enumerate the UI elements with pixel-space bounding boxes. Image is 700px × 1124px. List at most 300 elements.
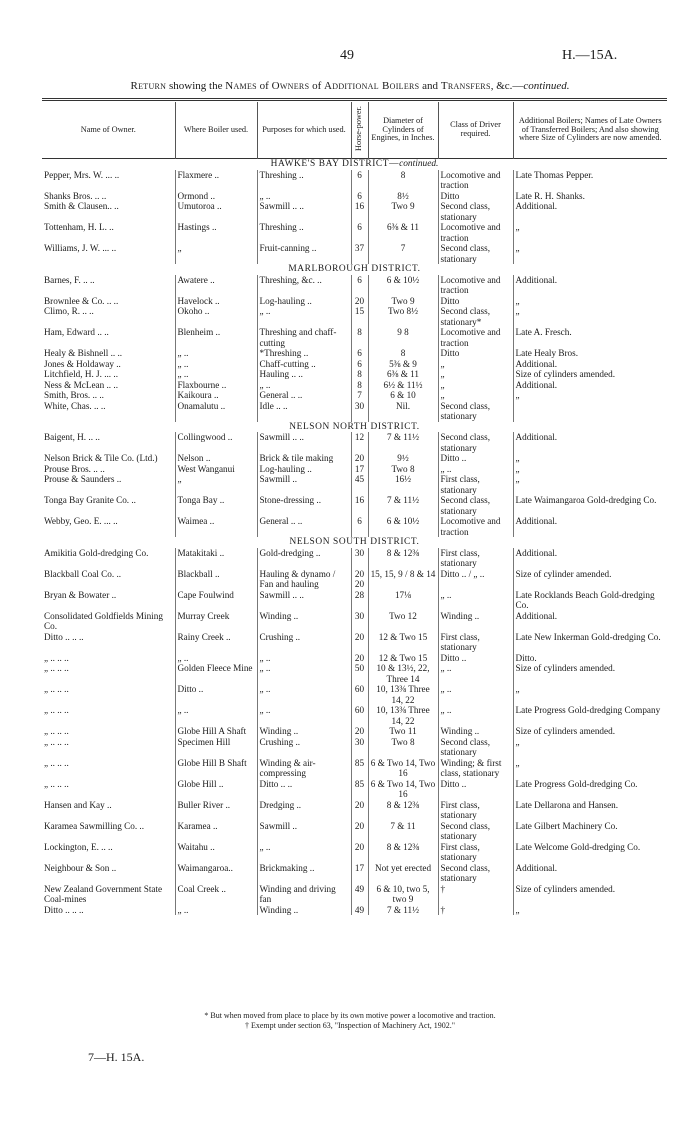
cell-driver: Ditto .. — [438, 779, 513, 800]
cell-where: West Wanganui — [175, 464, 257, 475]
cell-cyl: 16½ — [368, 474, 438, 495]
cell-owner: Baigent, H. .. .. — [44, 432, 100, 442]
cell-driver: First class, stationary — [438, 474, 513, 495]
cell-purpose: Sawmill .. — [257, 474, 351, 495]
cell-owner: Webby, Geo. E. ... .. — [44, 516, 118, 526]
cell-driver: „ — [438, 390, 513, 401]
cell-note: Size of cylinders amended. — [513, 663, 667, 684]
table-row — [42, 201, 667, 222]
cell-purpose: Threshing and chaff-cutting — [257, 327, 351, 348]
cell-where: Buller River .. — [175, 800, 257, 821]
table-row — [42, 758, 667, 779]
cell-purpose: Winding .. — [257, 726, 351, 737]
cell-note: Size of cylinders amended. — [513, 726, 667, 737]
cell-driver: Locomotive and traction — [438, 275, 513, 296]
cell-driver: „ — [438, 369, 513, 380]
table-row — [42, 348, 667, 359]
table-row — [42, 401, 667, 422]
table-row — [42, 191, 667, 202]
cell-note: „ — [513, 464, 667, 475]
cell-cyl: 6 & 10, two 5, two 9 — [368, 884, 438, 905]
table-row — [42, 516, 667, 537]
cell-where: „ .. — [175, 705, 257, 726]
table-row — [42, 548, 667, 569]
cell-purpose: Hauling & dynamo / Fan and hauling — [257, 569, 351, 590]
cell-purpose: Threshing .. — [257, 170, 351, 191]
cell-driver: First class, stationary — [438, 800, 513, 821]
cell-hp: 30 — [351, 611, 368, 632]
cell-purpose: Sawmill .. .. — [257, 201, 351, 222]
cell-hp: 20 — [351, 632, 368, 653]
cell-where: Havelock .. — [175, 296, 257, 307]
cell-cyl: 7 & 11½ — [368, 905, 438, 916]
cell-cyl: 7 — [368, 243, 438, 264]
cell-note: Late Gilbert Machinery Co. — [513, 821, 667, 842]
cell-owner: Tonga Bay Granite Co. .. — [44, 495, 136, 505]
col-header-purposes: Purposes for which used. — [257, 102, 351, 159]
table-row — [42, 779, 667, 800]
cell-driver: First class, stationary — [438, 842, 513, 863]
cell-driver: Ditto .. — [438, 453, 513, 464]
table-row — [42, 737, 667, 758]
cell-owner: Nelson Brick & Tile Co. (Ltd.) — [44, 453, 158, 463]
cell-where: Nelson .. — [175, 453, 257, 464]
cell-driver: Winding; & first class, stationary — [438, 758, 513, 779]
cell-hp: 8 — [351, 380, 368, 391]
cell-note: „ — [513, 243, 667, 264]
col-header-diameter: Diameter of Cylinders of Engines, in Inches. — [368, 102, 438, 159]
cell-cyl: 7 & 11½ — [368, 432, 438, 453]
cell-note: Additional. — [513, 548, 667, 569]
cell-owner: Barnes, F. .. .. — [44, 274, 95, 285]
cell-owner: „ .. .. .. — [44, 778, 69, 789]
cell-note: Size of cylinders amended. — [513, 369, 667, 380]
cell-where: Waitahu .. — [175, 842, 257, 863]
cell-cyl: 6 & 10 — [368, 390, 438, 401]
table-row — [42, 905, 667, 916]
col-header-hp: Horse-power. — [351, 102, 368, 159]
cell-driver: „ .. — [438, 590, 513, 611]
cell-hp: 30 — [351, 401, 368, 422]
cell-purpose: „ .. — [257, 191, 351, 202]
cell-cyl: Not yet erected — [368, 863, 438, 884]
cell-hp: 30 — [351, 737, 368, 758]
cell-hp: 6 — [351, 191, 368, 202]
table-row — [42, 663, 667, 684]
cell-owner: „ .. .. .. — [44, 705, 69, 715]
cell-cyl: 8½ — [368, 191, 438, 202]
cell-purpose: Idle .. .. — [257, 401, 351, 422]
col-header-owner: Name of Owner. — [80, 124, 136, 134]
cell-driver: „ .. — [438, 663, 513, 684]
cell-hp: 6 — [351, 516, 368, 537]
table-row — [42, 884, 667, 905]
cell-purpose: Dredging .. — [257, 800, 351, 821]
cell-hp: 17 — [351, 863, 368, 884]
cell-driver: † — [438, 884, 513, 905]
district-heading — [42, 264, 667, 275]
cell-where: Coal Creek .. — [175, 884, 257, 905]
cell-purpose: Brickmaking .. — [257, 863, 351, 884]
cell-cyl: 15, 15, 9 / 8 & 14 — [368, 569, 438, 590]
cell-driver: „ — [438, 359, 513, 370]
cell-purpose: „ .. — [257, 380, 351, 391]
cell-note: Ditto. — [513, 653, 667, 664]
report-reference: H.—15A. — [562, 48, 618, 63]
cell-owner: Litchfield, H. J. ... .. — [44, 369, 118, 379]
cell-where: Matakitaki .. — [175, 548, 257, 569]
cell-where: Hastings .. — [175, 222, 257, 243]
cell-note: „ — [513, 684, 667, 705]
cell-hp: 45 — [351, 474, 368, 495]
cell-driver: „ .. — [438, 464, 513, 475]
cell-where: „ .. — [175, 369, 257, 380]
cell-cyl: 7 & 11 — [368, 821, 438, 842]
cell-cyl: 12 & Two 15 — [368, 632, 438, 653]
cell-note: Additional. — [513, 516, 667, 537]
table-row — [42, 464, 667, 475]
cell-driver: Second class, stationary — [438, 243, 513, 264]
cell-driver: Second class, stationary — [438, 737, 513, 758]
cell-owner: Williams, J. W. ... .. — [44, 243, 117, 253]
table-body — [42, 159, 667, 916]
cell-note — [513, 401, 667, 422]
cell-owner: Brownlee & Co. .. .. — [44, 295, 119, 306]
cell-cyl: 5⅜ & 9 — [368, 359, 438, 370]
cell-where: Globe Hill B Shaft — [175, 758, 257, 779]
page-number: 49 — [340, 48, 354, 63]
cell-driver: Second class, stationary* — [438, 306, 513, 327]
cell-hp: 8 — [351, 369, 368, 380]
cell-hp: 20 — [351, 726, 368, 737]
cell-driver: „ — [438, 380, 513, 391]
cell-owner: Ditto .. .. .. — [44, 904, 84, 915]
cell-note: „ — [513, 737, 667, 758]
cell-where: Globe Hill A Shaft — [175, 726, 257, 737]
cell-owner: „ .. .. .. — [44, 736, 69, 747]
cell-purpose: „ .. — [257, 653, 351, 664]
cell-cyl: 9½ — [368, 453, 438, 464]
cell-cyl: 6½ & 11½ — [368, 380, 438, 391]
cell-hp: 6 — [351, 359, 368, 370]
cell-owner: Smith, Bros. .. .. — [44, 390, 104, 400]
table-row — [42, 726, 667, 737]
cell-note: Size of cylinder amended. — [513, 569, 667, 590]
cell-note: „ — [513, 296, 667, 307]
table-row — [42, 453, 667, 464]
cell-cyl: 8 — [368, 348, 438, 359]
cell-note: Additional. — [513, 863, 667, 884]
cell-where: „ — [175, 243, 257, 264]
cell-owner: „ .. .. .. — [44, 684, 69, 694]
district-name: NELSON NORTH DISTRICT. — [289, 421, 420, 432]
cell-owner: Lockington, E. .. .. — [44, 841, 113, 852]
cell-where: Waimangaroa.. — [175, 863, 257, 884]
cell-cyl: Two 9 — [368, 296, 438, 307]
cell-owner: Blackball Coal Co. .. — [44, 568, 122, 579]
cell-where: Okoho .. — [175, 306, 257, 327]
cell-hp: 20 — [351, 800, 368, 821]
cell-cyl: 6⅜ & 11 — [368, 222, 438, 243]
cell-cyl: 8 & 12⅜ — [368, 842, 438, 863]
table-row — [42, 863, 667, 884]
table-row — [42, 705, 667, 726]
cell-cyl: 9 8 — [368, 327, 438, 348]
cell-driver: „ .. — [438, 705, 513, 726]
table-row — [42, 275, 667, 296]
table-row — [42, 495, 667, 516]
cell-owner: „ .. .. .. — [44, 663, 69, 673]
cell-where: „ .. — [175, 905, 257, 916]
boiler-returns-table — [42, 102, 667, 915]
cell-cyl: 10, 13⅜ Three 14, 22 — [368, 705, 438, 726]
table-row — [42, 684, 667, 705]
cell-note: „ — [513, 905, 667, 916]
cell-driver: Winding .. — [438, 726, 513, 737]
cell-driver: First class, stationary — [438, 632, 513, 653]
cell-owner: Climo, R. .. .. — [44, 306, 94, 316]
cell-owner: Smith & Clausen.. .. — [44, 201, 119, 211]
cell-purpose: „ .. — [257, 684, 351, 705]
cell-hp: 50 — [351, 663, 368, 684]
cell-note: Late R. H. Shanks. — [513, 191, 667, 202]
cell-note: „ — [513, 758, 667, 779]
table-row — [42, 569, 667, 590]
cell-owner: White, Chas. .. .. — [44, 400, 106, 411]
cell-note: Additional. — [513, 359, 667, 370]
footer-reference: 7—H. 15A. — [88, 1050, 145, 1064]
table-row — [42, 432, 667, 453]
cell-owner: „ .. .. .. — [44, 726, 69, 736]
cell-where: Globe Hill .. — [175, 779, 257, 800]
cell-purpose: Sawmill .. .. — [257, 432, 351, 453]
cell-purpose: Winding & air-compressing — [257, 758, 351, 779]
table-row — [42, 306, 667, 327]
cell-note: Late Thomas Pepper. — [513, 170, 667, 191]
cell-driver: Ditto .. — [438, 653, 513, 664]
cell-purpose: Sawmill .. — [257, 821, 351, 842]
cell-hp: 20 — [351, 821, 368, 842]
cell-driver: Winding .. — [438, 611, 513, 632]
cell-note: Late Progress Gold-dredging Company — [513, 705, 667, 726]
table-row — [42, 327, 667, 348]
cell-where: „ — [175, 474, 257, 495]
cell-driver: Locomotive and traction — [438, 327, 513, 348]
col-header-where: Where Boiler used. — [175, 102, 257, 159]
cell-purpose: Hauling .. .. — [257, 369, 351, 380]
cell-where: Blenheim .. — [175, 327, 257, 348]
cell-driver: Second class, stationary — [438, 201, 513, 222]
cell-cyl: 6 & Two 14, Two 16 — [368, 779, 438, 800]
cell-owner: Amikitia Gold-dredging Co. — [44, 547, 149, 558]
cell-cyl: 10 & 13½, 22, Three 14 — [368, 663, 438, 684]
cell-purpose: „ .. — [257, 306, 351, 327]
cell-owner: Consolidated Goldfields Mining Co. — [44, 610, 163, 631]
cell-note: Additional. — [513, 611, 667, 632]
cell-driver: Ditto — [438, 296, 513, 307]
table-row — [42, 800, 667, 821]
cell-owner: Ditto .. .. .. — [44, 631, 84, 642]
cell-purpose: Ditto .. .. — [257, 779, 351, 800]
cell-where: Onamalutu .. — [175, 401, 257, 422]
cell-owner: Prouse Bros. .. .. — [44, 463, 105, 474]
cell-note: Late New Inkerman Gold-dredging Co. — [513, 632, 667, 653]
cell-hp: 7 — [351, 390, 368, 401]
cell-purpose: Gold-dredging .. — [257, 548, 351, 569]
cell-driver: First class, stationary — [438, 548, 513, 569]
cell-purpose: Chaff-cutting .. — [257, 359, 351, 370]
cell-note: „ — [513, 306, 667, 327]
cell-where: Blackball .. — [175, 569, 257, 590]
cell-purpose: Winding .. — [257, 905, 351, 916]
cell-cyl: 8 & 12⅜ — [368, 800, 438, 821]
footnote-locomotive: * But when moved from place to place by its own motive power a locomotive and traction. — [204, 1011, 496, 1020]
header-top-rule — [42, 98, 667, 101]
cell-driver: Locomotive and traction — [438, 222, 513, 243]
table-row — [42, 842, 667, 863]
cell-owner: Hansen and Kay .. — [44, 799, 112, 810]
cell-where: Flaxmere .. — [175, 170, 257, 191]
cell-purpose: Winding and driving fan — [257, 884, 351, 905]
cell-owner: Ham, Edward .. .. — [44, 327, 109, 337]
cell-cyl: 10, 13⅜ Three 14, 22 — [368, 684, 438, 705]
table-row — [42, 243, 667, 264]
cell-where: „ .. — [175, 359, 257, 370]
district-name: MARLBOROUGH DISTRICT. — [288, 264, 421, 274]
cell-cyl: 6 & Two 14, Two 16 — [368, 758, 438, 779]
cell-cyl: 8 & 12⅜ — [368, 548, 438, 569]
cell-purpose: General .. .. — [257, 390, 351, 401]
cell-driver: Locomotive and traction — [438, 516, 513, 537]
cell-purpose: „ .. — [257, 663, 351, 684]
table-row — [42, 653, 667, 664]
cell-purpose: Stone-dressing .. — [257, 495, 351, 516]
cell-cyl: Nil. — [368, 401, 438, 422]
cell-hp: 16 — [351, 495, 368, 516]
table-row — [42, 380, 667, 391]
page-title: Return showing the Names of Owners of Additional Boilers and Transfers, &c.—continued. — [130, 80, 570, 92]
cell-where: Karamea .. — [175, 821, 257, 842]
cell-cyl: 6⅜ & 11 — [368, 369, 438, 380]
cell-driver: Second class, stationary — [438, 863, 513, 884]
cell-hp: 16 — [351, 201, 368, 222]
cell-hp: 30 — [351, 548, 368, 569]
cell-note: Late Welcome Gold-dredging Co. — [513, 842, 667, 863]
cell-hp: 85 — [351, 779, 368, 800]
cell-note: „ — [513, 453, 667, 464]
cell-note: Size of cylinders amended. — [513, 884, 667, 905]
cell-hp: 6 — [351, 170, 368, 191]
cell-driver: „ .. — [438, 684, 513, 705]
cell-driver: Ditto — [438, 191, 513, 202]
cell-hp: 17 — [351, 464, 368, 475]
cell-purpose: Crushing .. — [257, 737, 351, 758]
cell-purpose: *Threshing .. — [257, 348, 351, 359]
table-row — [42, 590, 667, 611]
cell-note: Additional. — [513, 201, 667, 222]
cell-owner: New Zealand Government State Coal-mines — [44, 883, 163, 904]
cell-where: Umutoroa .. — [175, 201, 257, 222]
table-row — [42, 390, 667, 401]
table-row — [42, 369, 667, 380]
cell-cyl: Two 12 — [368, 611, 438, 632]
footnotes — [0, 1011, 700, 1031]
cell-note: Late Healy Bros. — [513, 348, 667, 359]
district-heading — [42, 422, 667, 433]
cell-owner: „ .. .. .. — [44, 757, 69, 768]
cell-cyl: 17⅛ — [368, 590, 438, 611]
cell-hp: 20 — [351, 453, 368, 464]
cell-where: Cape Foulwind — [175, 590, 257, 611]
cell-where: „ .. — [175, 653, 257, 664]
cell-owner: Pepper, Mrs. W. ... .. — [44, 169, 120, 180]
district-name: HAWKE'S BAY DISTRICT— — [270, 159, 400, 169]
cell-purpose: Threshing, &c. .. — [257, 275, 351, 296]
cell-note: Late Dellarona and Hansen. — [513, 800, 667, 821]
cell-owner: „ .. .. .. — [44, 652, 69, 663]
cell-hp: 85 — [351, 758, 368, 779]
cell-driver: Locomotive and traction — [438, 170, 513, 191]
cell-purpose: General .. .. — [257, 516, 351, 537]
cell-owner: Jones & Holdaway .. — [44, 358, 121, 369]
cell-where: Murray Creek — [175, 611, 257, 632]
cell-cyl: Two 8½ — [368, 306, 438, 327]
cell-hp: 60 — [351, 684, 368, 705]
district-name: NELSON SOUTH DISTRICT. — [289, 537, 420, 547]
cell-cyl: Two 8 — [368, 464, 438, 475]
cell-driver: Ditto .. / „ .. — [438, 569, 513, 590]
cell-cyl: 7 & 11½ — [368, 495, 438, 516]
cell-hp: 20 — [351, 842, 368, 863]
cell-note: „ — [513, 390, 667, 401]
cell-hp: 6 — [351, 275, 368, 296]
cell-note: Late Waimangaroa Gold-dredging Co. — [513, 495, 667, 516]
cell-hp: 6 — [351, 222, 368, 243]
cell-where: Rainy Creek .. — [175, 632, 257, 653]
cell-cyl: Two 9 — [368, 201, 438, 222]
cell-where: Waimea .. — [175, 516, 257, 537]
cell-note: Additional. — [513, 380, 667, 391]
cell-driver: Second class, stationary — [438, 495, 513, 516]
cell-where: „ .. — [175, 348, 257, 359]
table-row — [42, 222, 667, 243]
cell-where: Flaxbourne .. — [175, 380, 257, 391]
cell-purpose: Brick & tile making — [257, 453, 351, 464]
table-row — [42, 170, 667, 191]
cell-owner: Neighbour & Son .. — [44, 862, 117, 873]
cell-driver: † — [438, 905, 513, 916]
cell-where: Specimen Hill — [175, 737, 257, 758]
cell-where: Ormond .. — [175, 191, 257, 202]
table-row — [42, 296, 667, 307]
cell-purpose: Winding .. — [257, 611, 351, 632]
cell-purpose: „ .. — [257, 842, 351, 863]
cell-owner: Prouse & Saunders .. — [44, 474, 122, 484]
table-row — [42, 474, 667, 495]
cell-cyl: 6 & 10½ — [368, 275, 438, 296]
cell-note: „ — [513, 222, 667, 243]
cell-owner: Karamea Sawmilling Co. .. — [44, 820, 145, 831]
column-header-row — [42, 102, 667, 159]
district-heading — [42, 537, 667, 548]
cell-purpose: „ .. — [257, 705, 351, 726]
cell-hp: 6 — [351, 348, 368, 359]
cell-note: Late A. Fresch. — [513, 327, 667, 348]
table-row — [42, 821, 667, 842]
cell-cyl: Two 11 — [368, 726, 438, 737]
cell-hp: 15 — [351, 306, 368, 327]
cell-hp: 60 — [351, 705, 368, 726]
